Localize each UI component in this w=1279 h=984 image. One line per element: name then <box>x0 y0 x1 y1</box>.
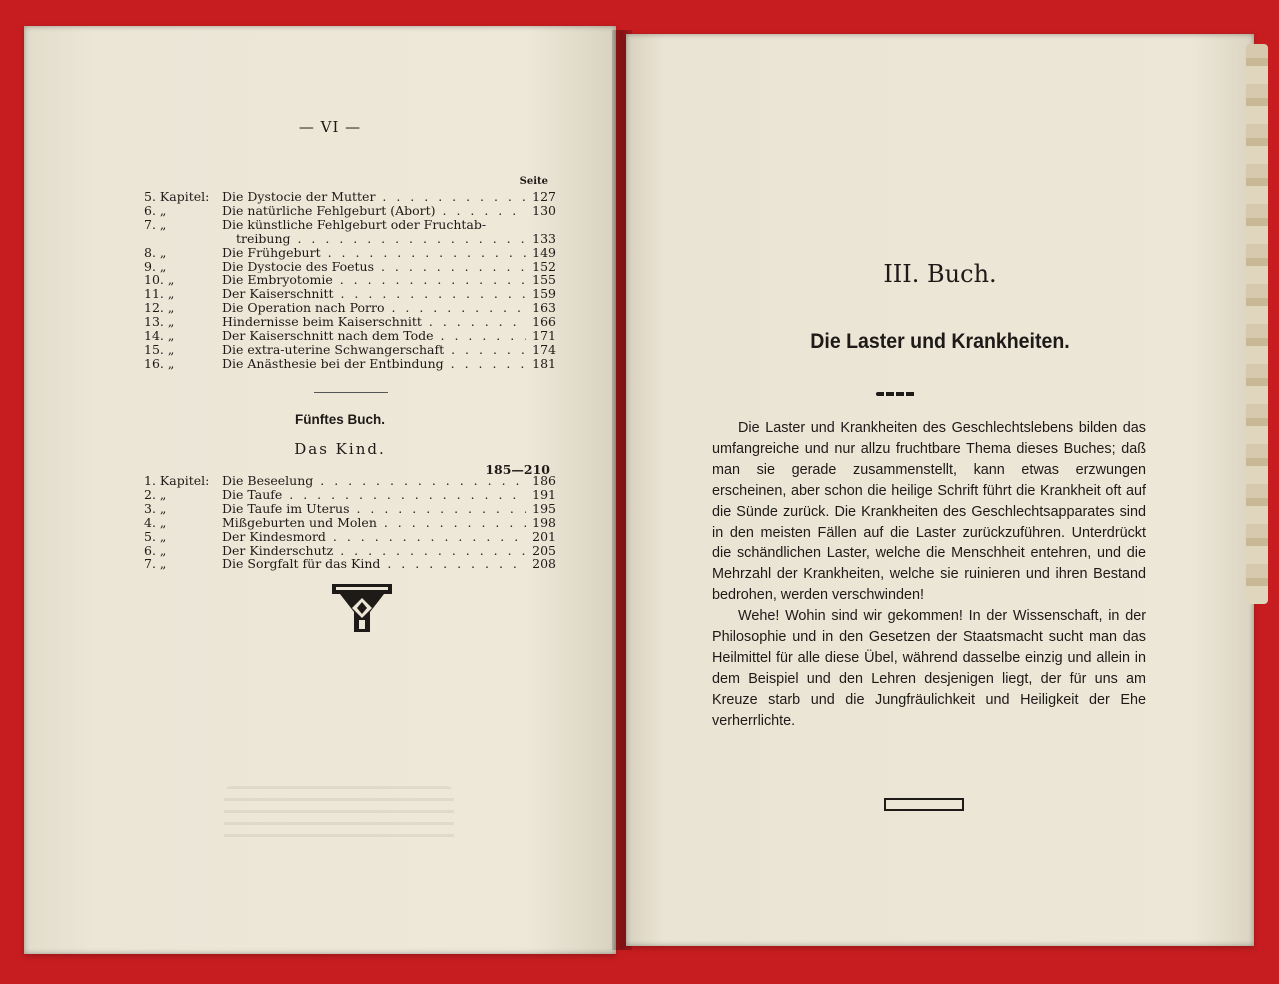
toc-entry <box>144 273 556 287</box>
toc-entry-page: 133 <box>532 230 556 246</box>
toc-entry-page: 208 <box>532 556 556 572</box>
toc-entry-number: 5. „ <box>144 528 167 544</box>
toc-entry-number: 16. „ <box>144 355 175 371</box>
toc-entry-title: Die Taufe . . . <box>222 488 526 502</box>
toc-entry-number: 11. „ <box>144 286 175 302</box>
bleed-through <box>224 786 454 846</box>
chapter-heading: Die Laster und Krankheiten. <box>810 330 1070 353</box>
paragraph: Wehe! Wohin sind wir gekommen! In der Wissenschaft, in der Philosophie und in den Gesetzen der Staatsmacht sucht man das Heilmittel für alle diese Übel, während dasselbe einzig und allein in dem Beispiel und den Lehren desjenigen liegt, der für uns am Kreuze starb und die Jungfräulichkeit und Heiligkeit der Ehe verherrlichte. <box>712 608 1146 729</box>
toc-entry <box>144 544 556 558</box>
book-subtitle: Das Kind. <box>294 440 386 458</box>
toc-entry <box>144 315 556 329</box>
divider <box>314 392 388 393</box>
toc-entry-title: Die Operation nach Porro . . . <box>222 301 526 315</box>
toc-entry-title: Der Kaiserschnitt . . . <box>222 287 526 301</box>
toc-entry-number: 9. „ <box>144 258 167 274</box>
toc-entry <box>144 357 556 371</box>
paragraph: Die Laster und Krankheiten des Geschlechtslebens bilden das umfangreiche und nur allzu fruchtbare Thema dieses Buches; daß man sie gerade zusammenstellt, kann etwas erzwungen erscheinen, aber schon die heilige Schrift führt die Krankheit oft auf die Sünde zurück. Die Krankheiten des Geschlechtsapparates sind in den meisten Fällen auf die Laster zurückzuführen. Unterdrückt die schändlichen Laster, welche die Menschheit entehren, und die Mehrzahl der Krankheiten, welche sie ruinieren und ihren Bestand bedrohen, werden verschwinden! <box>712 420 1146 604</box>
toc-entry-number: 7. „ <box>144 556 167 572</box>
toc-entry <box>144 474 556 488</box>
toc-entry <box>144 343 556 357</box>
toc-entry-title: Die Frühgeburt . . . <box>222 246 526 260</box>
toc-entry-title: Der Kaiserschnitt nach dem Tode . . . <box>222 329 526 343</box>
toc-entry-page: 152 <box>532 258 556 274</box>
toc-entry-title: Der Kinderschutz . . . <box>222 544 526 558</box>
toc-entry <box>144 190 556 204</box>
toc-entry-number: 4. „ <box>144 514 167 530</box>
toc-entry-title: treibung . . . <box>236 232 526 246</box>
toc-entry-title: Die natürliche Fehlgeburt (Abort) . . . <box>222 204 526 218</box>
toc-entry <box>144 329 556 343</box>
toc-entry <box>144 232 556 246</box>
toc-entry-number: 1. Kapitel: <box>144 473 210 488</box>
toc-entry-title: Der Kindesmord . . . <box>222 530 526 544</box>
toc-entry-page: 205 <box>532 542 556 558</box>
toc-entry-number: 14. „ <box>144 328 175 344</box>
toc-entry-page: 191 <box>532 486 556 502</box>
toc-entry-page: 155 <box>532 272 556 288</box>
toc-entry-number: 15. „ <box>144 341 175 357</box>
left-page <box>24 26 616 954</box>
toc-entry-page: 201 <box>532 528 556 544</box>
seite-label: Seite <box>519 176 548 187</box>
toc-entry-page: 198 <box>532 514 556 530</box>
toc-entry <box>144 557 556 571</box>
toc-entry <box>144 204 556 218</box>
toc-entry-title: Die Dystocie der Mutter . . . <box>222 190 526 204</box>
toc-entry-number: 10. „ <box>144 272 175 288</box>
toc-entry-page: 174 <box>532 341 556 357</box>
toc-entry-title: Die Anästhesie bei der Entbindung . . . <box>222 357 526 371</box>
toc-entry-title: Die Sorgfalt für das Kind . . . <box>222 557 526 571</box>
toc-entry-page: 149 <box>532 244 556 260</box>
toc-entry-number: 6. „ <box>144 542 167 558</box>
toc-entry-number: 13. „ <box>144 314 175 330</box>
toc-entry-page: 171 <box>532 328 556 344</box>
toc-entry-number: 5. Kapitel: <box>144 189 210 204</box>
toc-entry-page: 181 <box>532 355 556 371</box>
toc-entry <box>144 260 556 274</box>
toc-entry-title: Die Dystocie des Foetus . . . <box>222 260 526 274</box>
toc-entry-title: Die Beseelung . . . <box>222 474 526 488</box>
toc-entry-title: Die Taufe im Uterus . . . <box>222 502 526 516</box>
book-heading: Fünftes Buch. <box>295 412 385 427</box>
torn-edge <box>1246 44 1268 604</box>
toc-entry-number: 3. „ <box>144 500 167 516</box>
page-range: 185—210 <box>485 462 550 477</box>
toc-entry <box>144 218 556 232</box>
toc-entry <box>144 488 556 502</box>
toc-entry-number: 2. „ <box>144 486 167 502</box>
toc-entry-title: Mißgeburten und Molen . . . <box>222 516 526 530</box>
ornament-icon <box>330 582 394 634</box>
toc-entry <box>144 301 556 315</box>
toc-entry-title: Die extra-uterine Schwangerschaft . . . <box>222 343 526 357</box>
toc-list-2 <box>144 474 556 571</box>
toc-entry-page: 186 <box>532 473 556 488</box>
toc-entry-title: Die Embryotomie . . . <box>222 273 526 287</box>
page-number: — VI — <box>298 118 362 136</box>
end-ornament <box>884 798 964 811</box>
toc-entry <box>144 246 556 260</box>
toc-entry-number: 7. „ <box>144 216 167 232</box>
toc-entry-number: 8. „ <box>144 244 167 260</box>
toc-entry-page: 163 <box>532 300 556 316</box>
toc-entry <box>144 516 556 530</box>
right-page <box>626 34 1254 946</box>
toc-entry-page: 159 <box>532 286 556 302</box>
toc-entry-number: 12. „ <box>144 300 175 316</box>
toc-entry-title: Hindernisse beim Kaiserschnitt . . . <box>222 315 526 329</box>
body-text <box>712 418 1146 732</box>
toc-entry-title: Die künstliche Fehlgeburt oder Fruchtab- <box>222 217 487 232</box>
toc-entry-page: 127 <box>532 189 556 204</box>
dash-ornament <box>876 392 916 396</box>
toc-entry <box>144 287 556 301</box>
toc-entry <box>144 502 556 516</box>
toc-entry-page: 195 <box>532 500 556 516</box>
toc-entry-page: 166 <box>532 314 556 330</box>
toc-entry <box>144 530 556 544</box>
book-title: III. Buch. <box>883 260 997 288</box>
toc-entry-page: 130 <box>532 202 556 218</box>
toc-entry-number: 6. „ <box>144 202 167 218</box>
toc-list <box>144 190 556 371</box>
